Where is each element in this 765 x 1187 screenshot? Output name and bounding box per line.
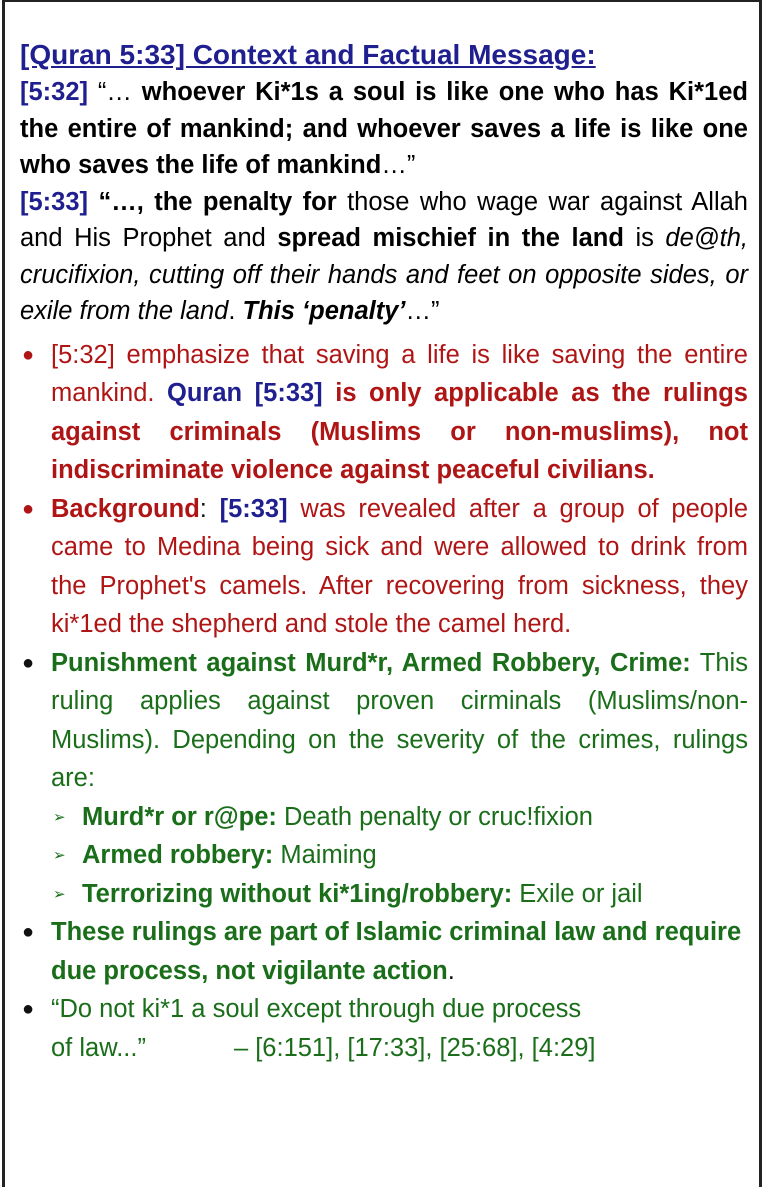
quote-line-2-wrap [51,1034,595,1062]
list-item [20,490,748,644]
quote-line-2: of law...” [51,1033,146,1062]
sub-item [51,798,748,837]
item-label: Punishment against Murd*r, Armed Robbery, Crime: [51,648,691,677]
arrowhead-icon: ➢ [53,847,66,864]
sub-item [51,875,748,914]
arrowhead-icon: ➢ [53,885,66,903]
verse-5-32 [20,74,748,184]
verse-plain: those who wage war against Allah and His Prophet and [20,187,748,252]
list-item [20,644,748,914]
quote-close: …” [405,297,440,325]
bullet-dot-icon: ● [22,998,35,1020]
item-period: . [447,956,455,985]
item-quran: Quran [167,379,255,407]
verse-5-33 [20,184,748,330]
quote-open: “… [88,78,142,106]
item-text: This ruling applies against proven cirminals (Muslims/non-Muslims). Depending on the severity of the crimes, rulings are: [51,648,748,792]
bullet-dot-icon: ● [22,921,35,943]
sub-item-text: Exile or jail [512,879,643,908]
bullet-list [20,336,748,1068]
quote-close: …” [381,151,416,179]
sub-item-label: Terrorizing without ki*1ing/robbery: [82,879,513,908]
item-ref: [5:33] [254,379,323,407]
bullet-dot-icon: ● [22,343,35,366]
verse-bold-italic: This ‘penalty’ [242,297,406,325]
sub-item [51,836,748,875]
citation: – [6:151], [17:33], [25:68], [4:29] [233,1033,596,1062]
item-text: was revealed after a group of people came to Medina being sick and were allowed to drink from the Prophet's camels. After recovering from sickness, they ki*1ed the shepherd and stole the camel herd. [51,494,748,638]
page-title: [Quran 5:33] Context and Factual Message: [20,39,596,70]
item-ref: [5:33] [219,494,288,523]
list-item [20,336,748,490]
item-bold: These rulings are part of Islamic criminal law and require due process, not vigilante action [51,918,742,985]
quote-line-1: “Do not ki*1 a soul except through due process [51,995,582,1023]
document-content [20,38,748,1067]
bullet-dot-icon: ● [22,651,35,674]
verse-text: whoever Ki*1s a soul is like one who has Ki*1ed the entire of mankind; and whoever saves a life is like one who saves the life of mankind [20,78,748,179]
sub-item-text: Death penalty or cruc!fixion [276,802,593,831]
verse-plain: . [228,297,243,325]
list-item [20,990,748,1067]
arrowhead-icon: ➢ [53,808,66,826]
sub-item-label: Armed robbery: [82,841,274,869]
sub-item-label: Murd*r or r@pe: [82,802,277,831]
sub-list [51,798,748,914]
verse-bold: spread mischief in the land [277,224,624,252]
verse-ref: [5:32] [20,78,89,106]
verse-ref: [5:33] [20,187,89,216]
item-colon: : [199,494,220,523]
verse-bold: “…, the penalty for [88,187,337,216]
verse-plain: is [623,224,666,252]
sub-item-text: Maiming [273,841,377,869]
item-bold: is only applicable as the rulings against criminals (Muslims or non-muslims), not indiscriminate violence against peaceful civilians. [51,379,748,484]
item-text: [5:32] emphasize that saving a life is like saving the entire mankind. [51,340,748,407]
verse-italic: de@th, crucifixion, cutting off their hands and feet on opposite sides, or exile from the land [20,224,749,325]
item-label: Background [51,494,200,523]
bullet-dot-icon: ● [22,497,35,520]
list-item [20,913,748,990]
